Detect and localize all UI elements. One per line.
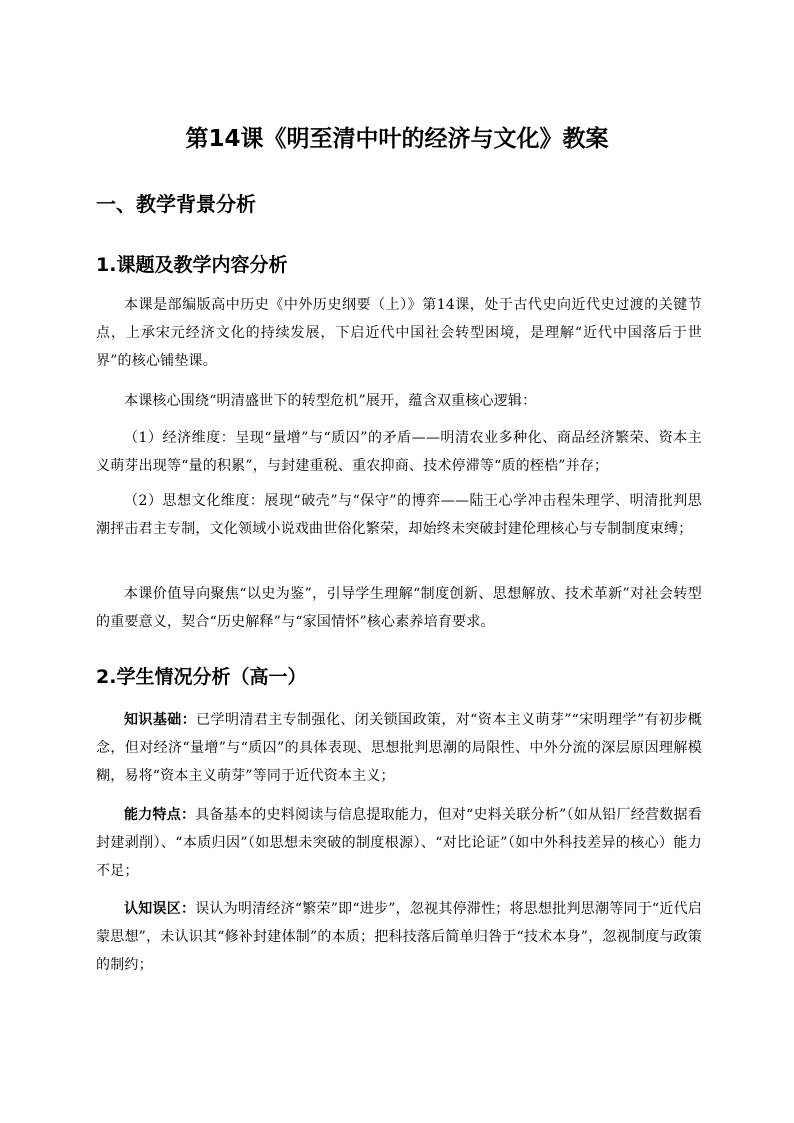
knowledge-basis-text: 已学明清君主专制强化、闭关锁国政策，对“资本主义萌芽”“宋明理学”有初步概念，但对经济“量增”与“质囚”的具体表现、思想批判思潮的局限性、中外分流的深层原因理解模糊，易将“资本主义萌芽”等同于近代资本主义； xyxy=(96,712,702,784)
section-heading-background: 一、教学背景分析 xyxy=(96,192,256,216)
paragraph-value-orientation: 本课价值导向聚焦“以史为鉴”，引导学生理解“制度创新、思想解放、技术革新”对社会转型的重要意义，契合“历史解释”与“家国情怀”核心素养培育要求。 xyxy=(96,586,702,630)
ability-traits-text: 具备基本的史料阅读与信息提取能力，但对“史料关联分析”（如从铅厂经营数据看封建剥削）、“本质归因”（如思想未突破的制度根源）、“对比论证”（如中外科技差异的核心）能力不足； xyxy=(96,807,702,879)
paragraph-core-logic: 本课核心围绕“明清盛世下的转型危机”展开，蕴含双重核心逻辑： xyxy=(124,393,537,409)
knowledge-basis-label: 知识基础： xyxy=(124,712,197,728)
paragraph-economic-dimension: （1）经济维度：呈现“量增”与“质囚”的矛盾——明清农业多种化、商品经济繁荣、资本主义萌芽出现等“量的积累”，与封建重税、重农抑商、技术停滞等“质的桎梏”并存； xyxy=(96,430,702,474)
paragraph-ability-traits xyxy=(96,801,702,885)
misconceptions-label: 认知误区： xyxy=(124,901,196,917)
paragraph-culture-dimension: （2）思想文化维度：展现“破壳”与“保守”的博弈——陆王心学冲击程朱理学、明清批判思潮抨击君主专制，文化领域小说戏曲世俗化繁荣，却始终未突破封建伦理核心与专制制度束缚； xyxy=(96,493,702,537)
paragraph-course-position: 本课是部编版高中历史《中外历史纲要（上）》第14课，处于古代史向近代史过渡的关键节点，上承宋元经济文化的持续发展，下启近代中国社会转型困境，是理解“近代中国落后于世界”的核心铺垫课。 xyxy=(96,297,702,369)
paragraph-misconceptions xyxy=(96,895,702,979)
document-title: 第14课《明至清中叶的经济与文化》教案 xyxy=(185,126,609,152)
subsection-heading-student-analysis: 2.学生情况分析（高一） xyxy=(96,666,307,688)
misconceptions-text: 误认为明清经济“繁荣”即“进步”，忽视其停滞性；将思想批判思潮等同于“近代启蒙思想”，未认识其“修补封建体制”的本质；把科技落后简单归咎于“技术本身”，忽视制度与政策的制约； xyxy=(96,901,703,973)
paragraph-knowledge-basis xyxy=(96,706,702,790)
ability-traits-label: 能力特点： xyxy=(124,807,196,823)
subsection-heading-topic-analysis: 1.课题及教学内容分析 xyxy=(96,254,288,276)
